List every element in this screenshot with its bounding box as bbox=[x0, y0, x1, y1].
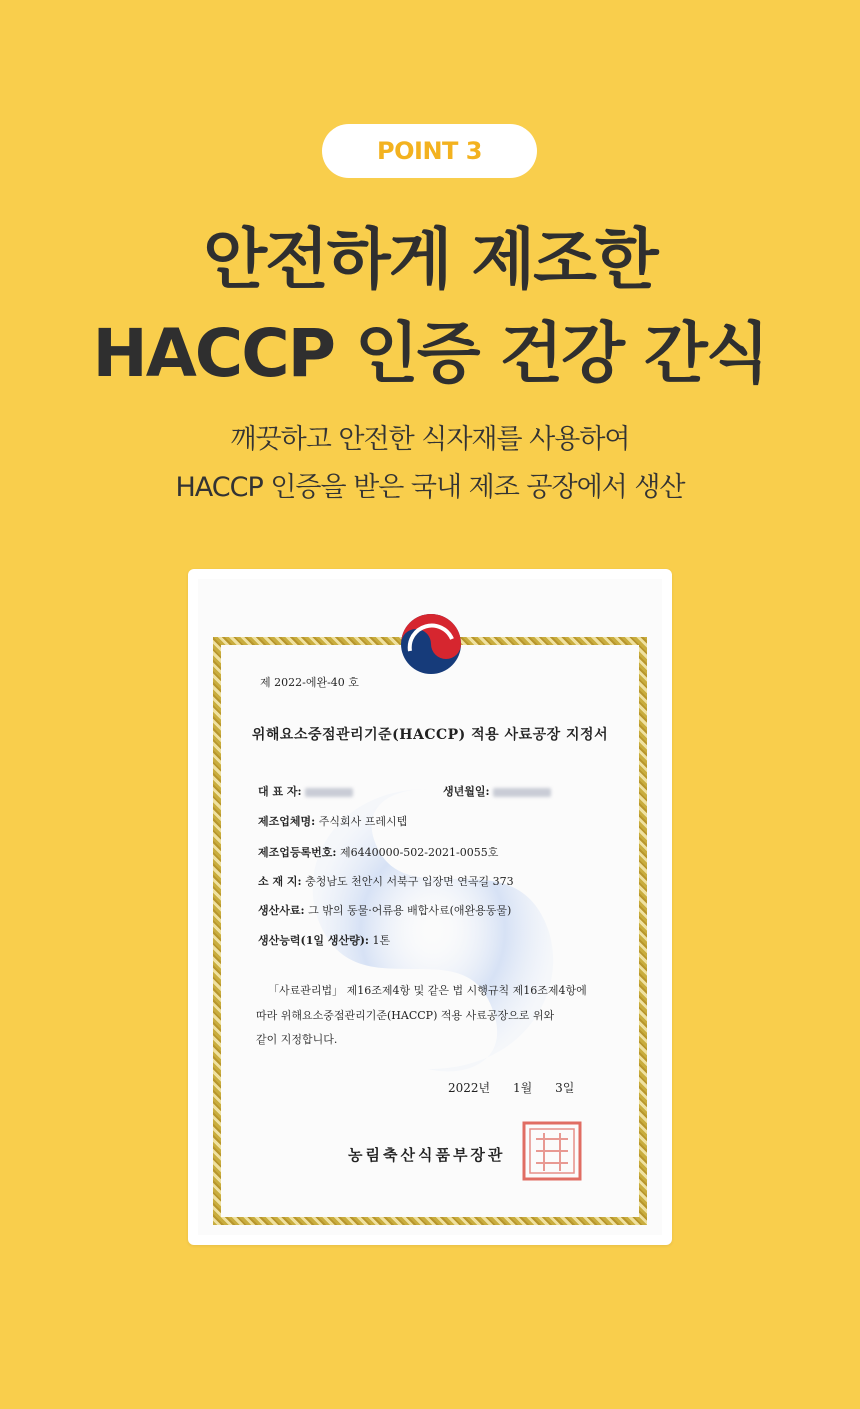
certificate-body-line-1: 「사료관리법」 제16조제4항 및 같은 법 시행규칙 제16조제4항에 bbox=[268, 984, 587, 997]
product-value: 그 밖의 동물·어류용 배합사료(애완용동물) bbox=[308, 904, 512, 917]
issuer-minister: 농림축산식품부장관 bbox=[348, 1146, 506, 1164]
certificate-title: 위해요소중점관리기준(HACCP) 적용 사료공장 지정서 bbox=[251, 727, 609, 743]
representative-label: 대 표 자: bbox=[258, 785, 302, 798]
address-label: 소 재 지: bbox=[258, 875, 302, 888]
redacted-birthdate bbox=[493, 788, 551, 797]
subtext-line-2: HACCP 인증을 받은 국내 제조 공장에서 생산 bbox=[175, 472, 685, 503]
issue-date: 2022년 1월 3일 bbox=[448, 1081, 575, 1095]
product-label: 생산사료: bbox=[258, 904, 305, 917]
field-birthdate bbox=[443, 783, 551, 799]
registration-value: 제6440000-502-2021-0055호 bbox=[339, 846, 499, 859]
certificate-body-line-3: 같이 지정합니다. bbox=[256, 1033, 338, 1046]
address-value: 충청남도 천안시 서북구 입장면 연곡길 373 bbox=[305, 875, 514, 888]
heading-line-2: HACCP 인증 건강 간식 bbox=[92, 315, 768, 392]
official-seal-stamp bbox=[520, 1119, 584, 1183]
field-product bbox=[258, 902, 511, 918]
registration-label: 제조업등록번호: bbox=[258, 846, 337, 859]
redacted-name bbox=[305, 788, 353, 797]
certificate-body-line-2: 따라 위해요소중점관리기준(HACCP) 적용 사료공장으로 위와 bbox=[256, 1009, 555, 1022]
field-registration bbox=[258, 844, 498, 860]
field-representative bbox=[258, 783, 353, 799]
capacity-value: 1톤 bbox=[372, 934, 391, 947]
capacity-label: 생산능력(1일 생산량): bbox=[258, 934, 369, 947]
government-emblem-icon bbox=[396, 609, 466, 679]
birth-label: 생년월일: bbox=[443, 785, 490, 798]
point-badge: POINT 3 bbox=[322, 124, 537, 178]
field-address bbox=[258, 873, 514, 889]
subtext-line-1: 깨끗하고 안전한 식자재를 사용하여 bbox=[230, 424, 630, 455]
field-company bbox=[258, 813, 407, 829]
company-value: 주식회사 프레시텝 bbox=[318, 815, 408, 828]
field-capacity bbox=[258, 932, 390, 948]
company-label: 제조업체명: bbox=[258, 815, 316, 828]
document-number: 제 2022-에완-40 호 bbox=[260, 676, 359, 689]
certificate-card bbox=[188, 569, 672, 1245]
heading-line-1: 안전하게 제조한 bbox=[203, 221, 657, 298]
certificate-paper bbox=[198, 579, 662, 1235]
